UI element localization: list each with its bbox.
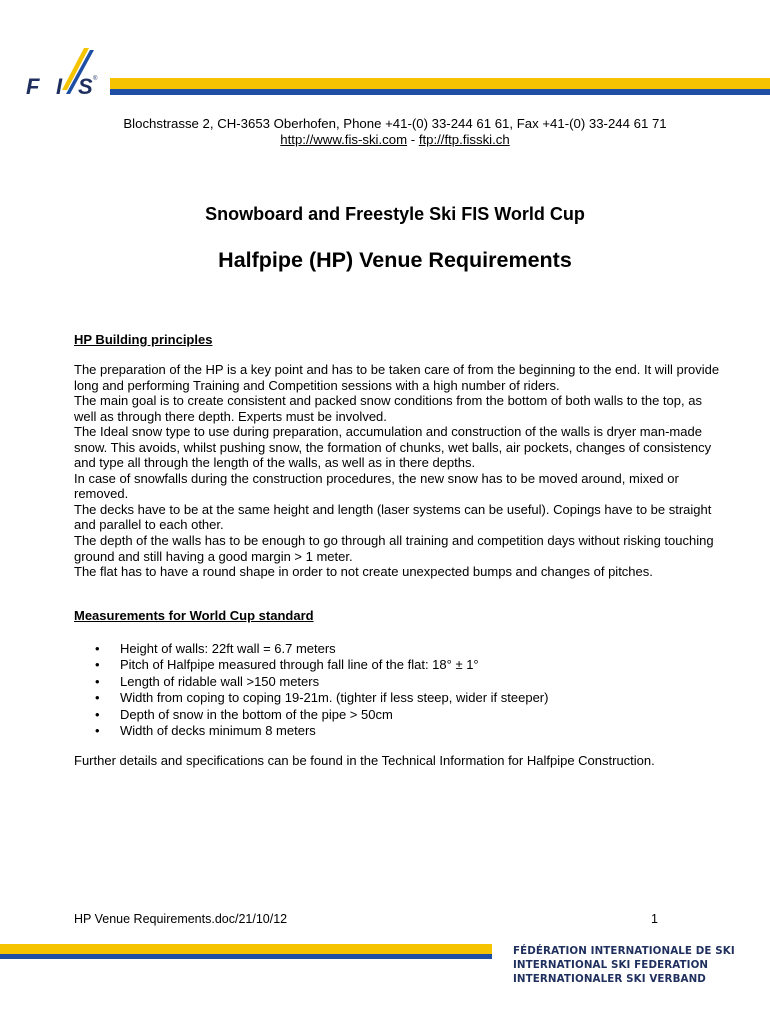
paragraph: In case of snowfalls during the construction procedures, the new snow has to be moved around, mixed or removed. <box>74 470 679 502</box>
svg-text:S: S <box>78 74 93 99</box>
footer-filename: HP Venue Requirements.doc/21/10/12 <box>74 912 288 926</box>
bullet-icon: • <box>95 723 100 739</box>
list-item <box>74 641 724 657</box>
document-subtitle: Halfpipe (HP) Venue Requirements <box>218 248 572 272</box>
paragraph: The depth of the walls has to be enough to go through all training and competition days without risking touching ground and still having a good margin > 1 meter. <box>74 533 714 564</box>
bullet-icon: • <box>95 706 100 722</box>
further-details-text: Further details and specifications can be found in the Technical Information for Halfpipe Construction. <box>74 753 655 768</box>
federation-name-en: INTERNATIONAL SKI FEDERATION <box>513 959 709 971</box>
section-heading-measurements: Measurements for World Cup standard <box>74 608 314 623</box>
document-title: Snowboard and Freestyle Ski FIS World Cup <box>205 204 585 224</box>
federation-names <box>513 944 735 986</box>
list-item-text: Length of ridable wall >150 meters <box>120 673 320 689</box>
list-item <box>74 657 724 673</box>
paragraph: The decks have to be at the same height and length (laser systems can be useful). Copings have to be straight and parallel to each other. <box>74 501 712 533</box>
page-number: 1 <box>651 912 658 926</box>
list-item-text: Width of decks minimum 8 meters <box>120 723 316 739</box>
list-item-text: Depth of snow in the bottom of the pipe > 50cm <box>120 706 393 722</box>
bullet-icon: • <box>95 657 100 673</box>
bullet-icon: • <box>95 690 100 706</box>
svg-text:F: F <box>26 74 40 99</box>
svg-text:I: I <box>56 74 63 99</box>
paragraph: The main goal is to create consistent and packed snow conditions from the bottom of both walls to the top, as well as through there depth. Experts must be involved. <box>74 393 702 424</box>
section-heading-building-principles: HP Building principles <box>74 332 213 347</box>
paragraph: The Ideal snow type to use during preparation, accumulation and construction of the walls is dryer man-made snow. This avoids, whilst pushing snow, the formation of chunks, wet balls, air pockets, changes of consistency and type all through the length of the walls, as well as in there depths. <box>74 424 712 471</box>
list-item <box>74 690 724 706</box>
federation-name-fr: FÉDÉRATION INTERNATIONALE DE SKI <box>513 945 735 957</box>
list-item <box>74 707 724 723</box>
list-item-text: Pitch of Halfpipe measured through fall line of the flat: 18° ± 1° <box>120 657 479 673</box>
bullet-icon: • <box>95 641 100 656</box>
paragraph: The flat has to have a round shape in order to not create unexpected bumps and changes of pitches. <box>74 564 653 580</box>
list-item <box>74 674 724 690</box>
svg-text:®: ® <box>93 76 98 82</box>
footer-stripe-blue <box>0 954 492 959</box>
paragraph: The preparation of the HP is a key point and has to be taken care of from the beginning to the end. It will provide long and performing Training and Competition sessions with a high number of riders. <box>74 362 720 393</box>
federation-name-de: INTERNATIONALER SKI VERBAND <box>513 973 706 985</box>
footer-stripe-yellow <box>0 944 492 954</box>
bullet-icon: • <box>95 673 100 689</box>
fis-logo <box>22 44 107 100</box>
ftp-link[interactable]: ftp://ftp.fisski.ch <box>418 132 510 147</box>
list-item <box>74 723 724 739</box>
header-stripe-blue <box>110 89 770 95</box>
measurements-list <box>74 641 724 739</box>
address-line: Blochstrasse 2, CH-3653 Oberhofen, Phone +41-(0) 33-244 61 61, Fax +41-(0) 33-244 61 71 <box>123 116 667 131</box>
web-links <box>0 132 770 148</box>
link-separator: - <box>407 132 419 147</box>
building-principles-text <box>74 362 724 580</box>
header-stripe-yellow <box>110 78 770 89</box>
list-item-text: Height of walls: 22ft wall = 6.7 meters <box>120 641 336 656</box>
list-item-text: Width from coping to coping 19-21m. (tighter if less steep, wider if steeper) <box>120 690 549 706</box>
website-link[interactable]: http://www.fis-ski.com <box>280 132 408 147</box>
